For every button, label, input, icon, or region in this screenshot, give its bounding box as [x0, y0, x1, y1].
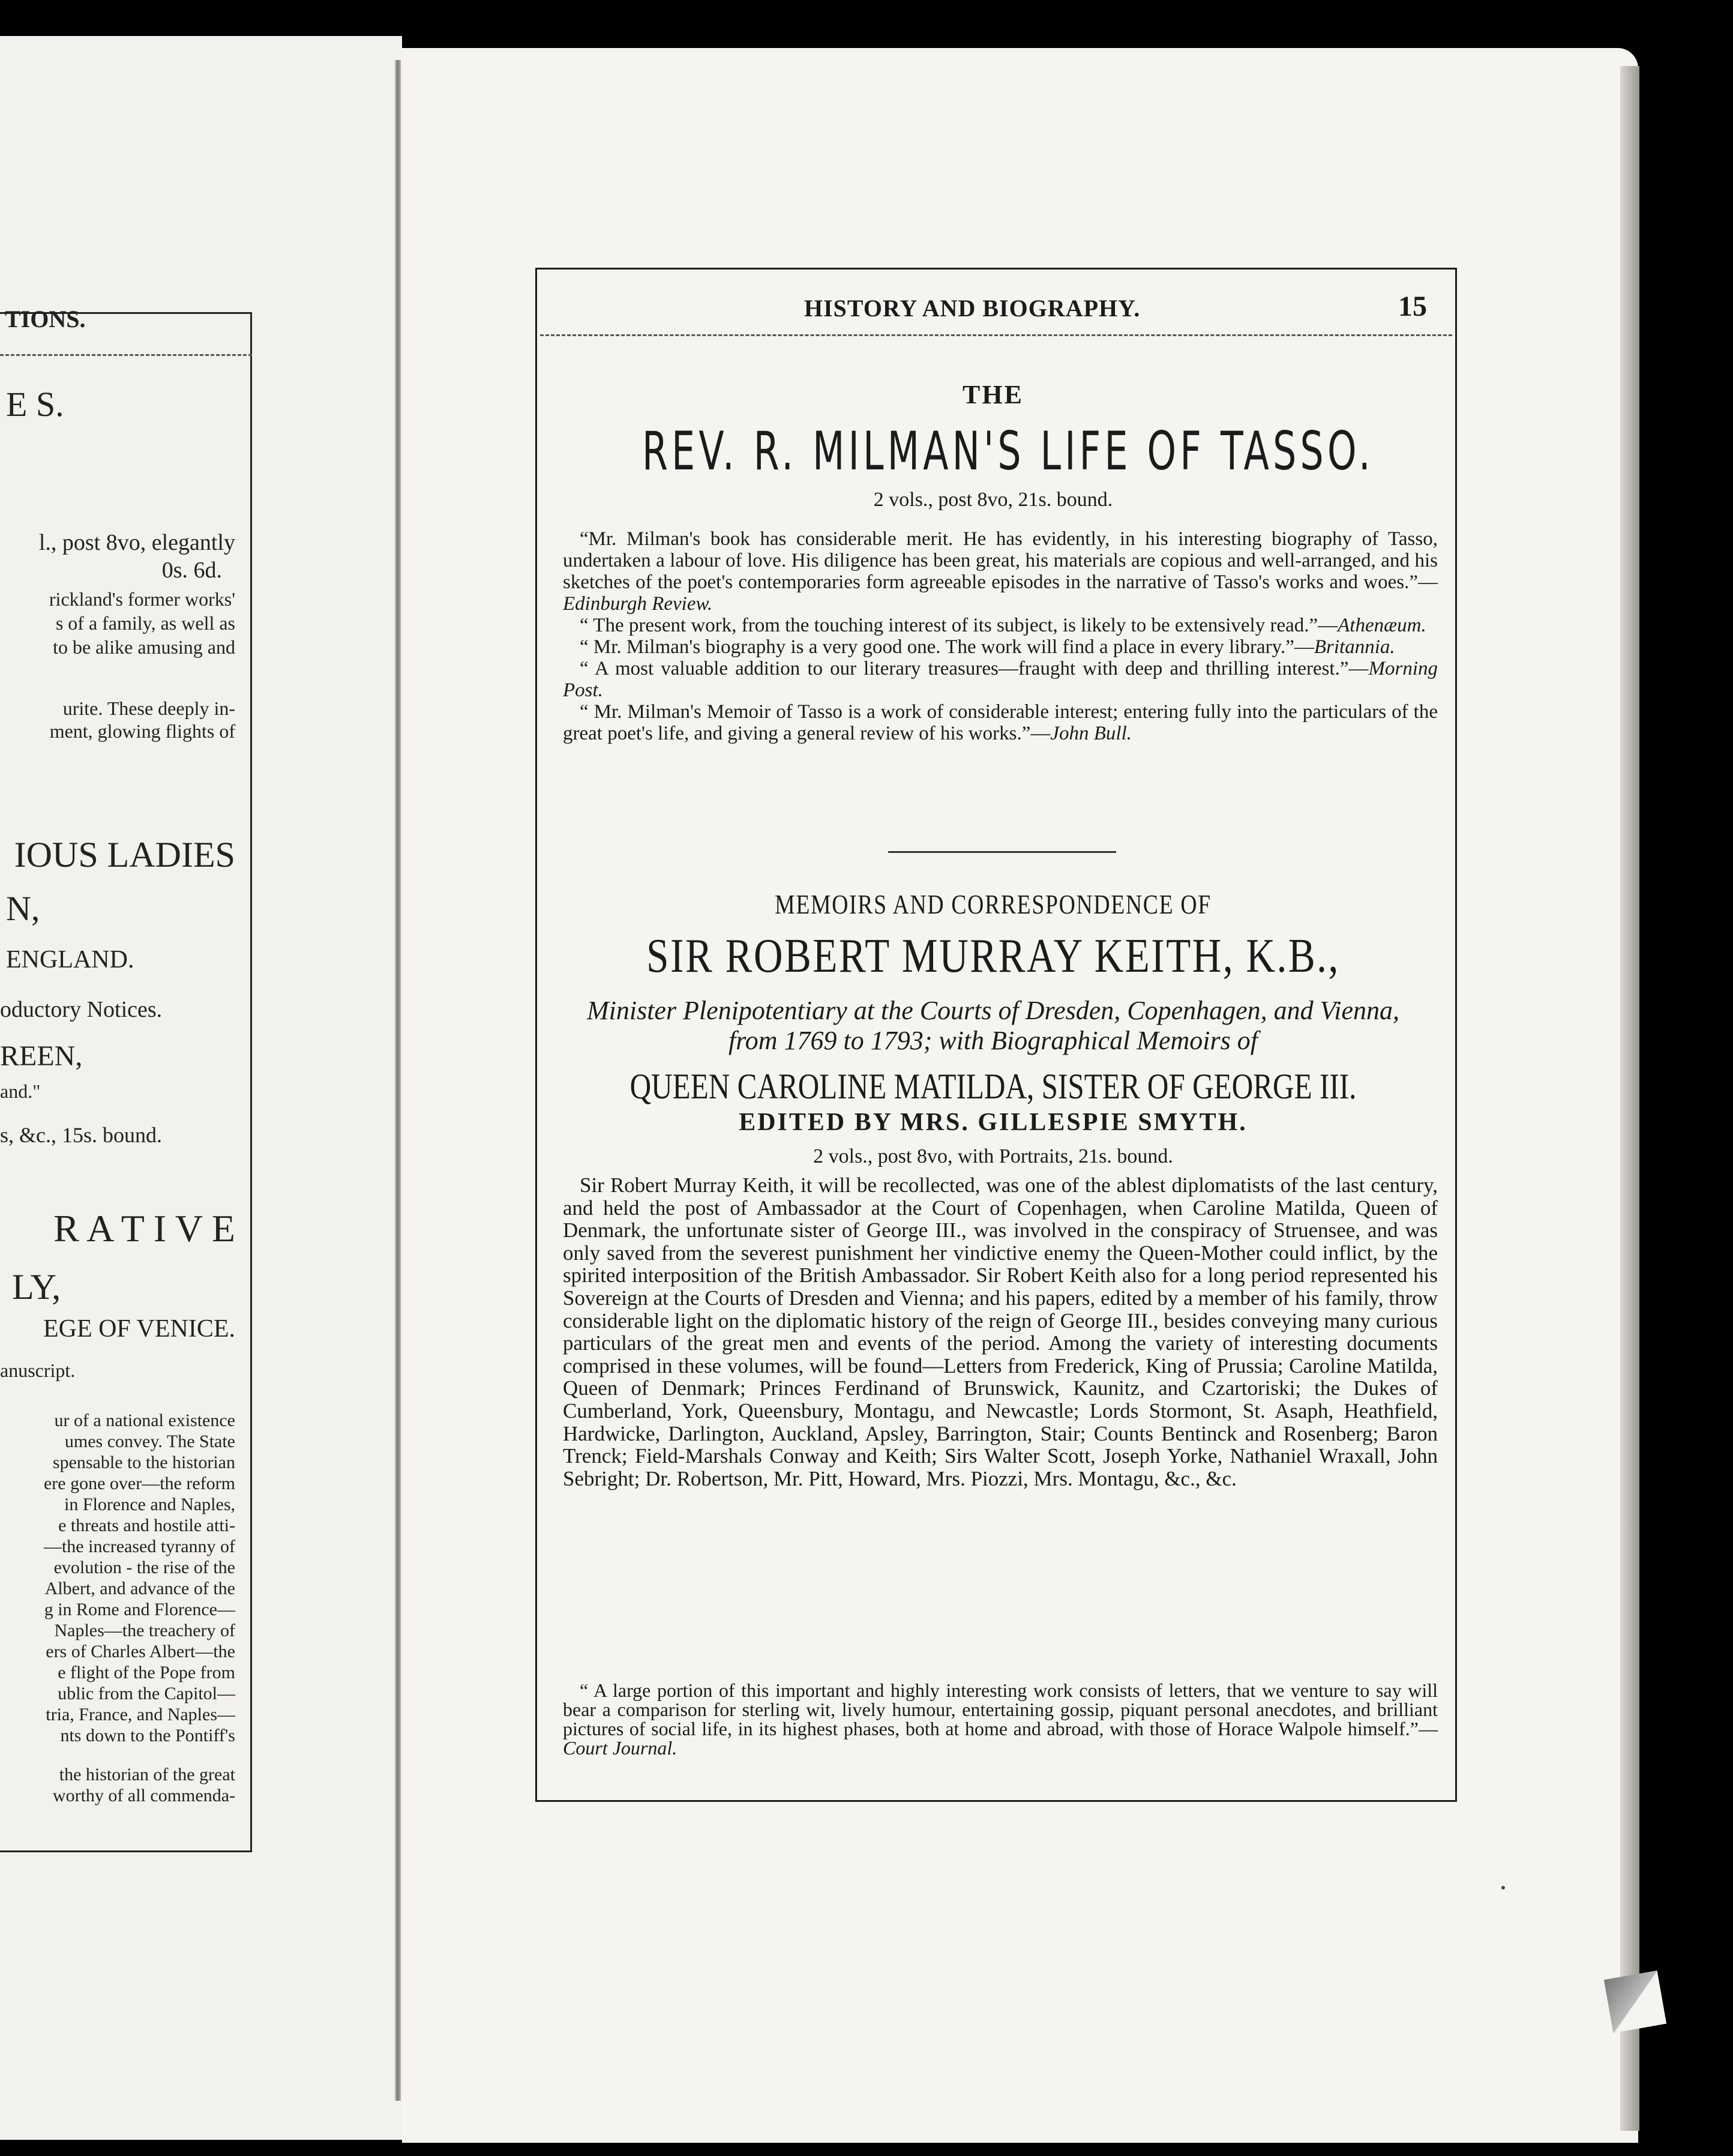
- left-page-line: ur of a national existence: [54, 1411, 235, 1430]
- keith-title: SIR ROBERT MURRAY KEITH, K.B.,: [646, 930, 1340, 983]
- left-page-line: 0s. 6d.: [161, 558, 222, 583]
- left-page-line: ers of Charles Albert—the: [46, 1642, 235, 1661]
- left-page-line: and.": [0, 1080, 41, 1102]
- speck: [1501, 1886, 1505, 1890]
- keith-description: [563, 1174, 1438, 1490]
- left-page-line: the historian of the great: [59, 1765, 235, 1784]
- section-divider: [888, 851, 1116, 853]
- tasso-reviews: [563, 528, 1438, 744]
- tasso-title-text: REV. R. MILMAN'S LIFE OF TASSO.: [642, 420, 1374, 482]
- left-page-line: worthy of all commenda-: [52, 1786, 235, 1805]
- keith-volumes: 2 vols., post 8vo, with Portraits, 21s. bound.: [813, 1145, 1173, 1167]
- left-page-line: nts down to the Pontiff's: [60, 1726, 235, 1745]
- tasso-title: [642, 420, 1374, 483]
- left-page-line: R A T I V E: [53, 1207, 235, 1250]
- book-gutter: [395, 60, 401, 2101]
- left-page-line: Naples—the treachery of: [54, 1621, 235, 1640]
- left-page: [0, 36, 402, 2140]
- left-page-line: ENGLAND.: [6, 946, 134, 974]
- tasso-the: THE: [963, 380, 1024, 409]
- left-page-line: IOUS LADIES: [14, 835, 235, 875]
- page-number: 15: [1398, 291, 1427, 322]
- keith-editor: EDITED BY MRS. GILLESPIE SMYTH.: [739, 1109, 1248, 1136]
- left-page-line: N,: [6, 889, 40, 928]
- review: “ The present work, from the touching interest of its subject, is likely to be extensively read.”—Athenæum.: [580, 615, 1426, 636]
- left-page-line: anuscript.: [0, 1360, 76, 1381]
- left-page-line: s of a family, as well as: [55, 612, 235, 634]
- left-page-line: l., post 8vo, elegantly: [38, 530, 235, 555]
- left-page-line: urite. These deeply in-: [62, 697, 235, 719]
- left-page-line: to be alike amusing and: [53, 636, 235, 658]
- left-page-line: umes convey. The State: [64, 1432, 235, 1451]
- left-page-line: g in Rome and Florence—: [44, 1600, 235, 1619]
- running-header: HISTORY AND BIOGRAPHY.: [804, 295, 1141, 322]
- header-rule: [540, 334, 1452, 336]
- page-corner-fold: [1604, 1971, 1666, 2033]
- tasso-volumes: 2 vols., post 8vo, 21s. bound.: [873, 489, 1113, 511]
- review: “ Mr. Milman's Memoir of Tasso is a work of considerable interest; entering fully into the particulars of the great poet's life, and giving a general review of his works.”—John Bull.: [563, 701, 1438, 744]
- keith-subtitle-1: Minister Plenipotentiary at the Courts of Dresden, Copenhagen, and Vienna,: [586, 996, 1400, 1025]
- keith-body-text: Sir Robert Murray Keith, it will be recollected, was one of the ablest diplomatists of the last century, and held the post of Ambassador at the Court of Copenhagen, when Caroline Matilda, Queen of Denmark, the unfortunate sister of George III., was involved in the conspiracy of Struensee, and was only saved from the severest punishment her vindictive enemy the Queen-Mother could inflict, by the spirited interposition of the British Ambassador. Sir Robert Keith also for a long period represented his Sovereign at the Courts of Dresden and Vienna; and his papers, edited by a member of his family, throw considerable light on the diplomatic history of the reign of George III., besides conveying many curious particulars of the great men and events of the period. Among the variety of interesting documents comprised in these volumes, will be found—Letters from Frederick, King of Prussia; Caroline Matilda, Queen of Denmark; Princes Ferdinand of Brunswick, Kaunitz, and Czartoriski; the Dukes of Cumberland, York, Queensbury, Montagu, and Newcastle; Lords Stormont, St. Asaph, Heathfield, Hardwicke, Darlington, Auckland, Apsley, Barrington, Stair; Counts Bentinck and Rosenberg; Baron Trenck; Field-Marshals Conway and Keith; Sirs Walter Scott, Joseph Yorke, Nathaniel Wraxall, John Sebright; Dr. Robertson, Mr. Pitt, Howard, Mrs. Piozzi, Mrs. Montagu, &c., &c.: [563, 1173, 1438, 1490]
- left-page-line: s, &c., 15s. bound.: [0, 1123, 162, 1147]
- keith-queen-title: QUEEN CAROLINE MATILDA, SISTER OF GEORGE III.: [629, 1067, 1357, 1106]
- left-page-line: tria, France, and Naples—: [46, 1705, 235, 1724]
- left-page-line: spensable to the historian: [52, 1453, 235, 1472]
- review: “ Mr. Milman's biography is a very good one. The work will find a place in every library.”—Britannia.: [580, 636, 1395, 658]
- left-page-line: E S.: [6, 385, 64, 424]
- left-page-line: ment, glowing flights of: [49, 720, 235, 742]
- left-page-header: TIONS.: [5, 306, 86, 333]
- keith-review: [563, 1681, 1438, 1757]
- left-page-line: Albert, and advance of the: [44, 1579, 235, 1598]
- keith-quote-text: “ A large portion of this important and highly interesting work consists of letters, that we venture to say will bear a comparison for sterling wit, lively humour, entertaining gossip, piquant personal anecdotes, and brilliant pictures of social life, in its highest phases, both at home and abroad, with those of Horace Walpole himself.”—Court Journal.: [563, 1679, 1438, 1759]
- review: “ A most valuable addition to our literary treasures—fraught with deep and thrilling interest.”—Morning Post.: [563, 658, 1438, 701]
- review: “Mr. Milman's book has considerable merit. He has evidently, in his interesting biography of Tasso, undertaken a labour of love. His diligence has been great, his materials are copious and well-arranged, and his sketches of the poet's contemporaries form agreeable episodes in the narrative of Tasso's works and woes.”—Edinburgh Review.: [563, 528, 1438, 615]
- left-page-line: LY,: [12, 1267, 61, 1307]
- left-page-line: e threats and hostile atti-: [58, 1516, 235, 1535]
- left-page-line: e flight of the Pope from: [58, 1663, 235, 1682]
- left-page-line: REEN,: [0, 1040, 83, 1072]
- keith-subtitle-2: from 1769 to 1793; with Biographical Memoirs of: [728, 1026, 1258, 1055]
- left-page-line: evolution - the rise of the: [53, 1558, 235, 1577]
- left-page-line: ere gone over—the reform: [43, 1474, 235, 1493]
- keith-memoirs-heading: MEMOIRS AND CORRESPONDENCE OF: [775, 889, 1212, 920]
- left-page-header-rule: [0, 354, 252, 356]
- left-page-line: rickland's former works': [49, 588, 235, 610]
- page-edge: [1620, 66, 1639, 2131]
- left-page-line: in Florence and Naples,: [64, 1495, 235, 1514]
- left-page-line: EGE OF VENICE.: [43, 1315, 235, 1343]
- left-page-line: —the increased tyranny of: [43, 1537, 235, 1556]
- left-page-line: oductory Notices.: [0, 997, 163, 1022]
- left-page-line: ublic from the Capitol—: [58, 1684, 235, 1703]
